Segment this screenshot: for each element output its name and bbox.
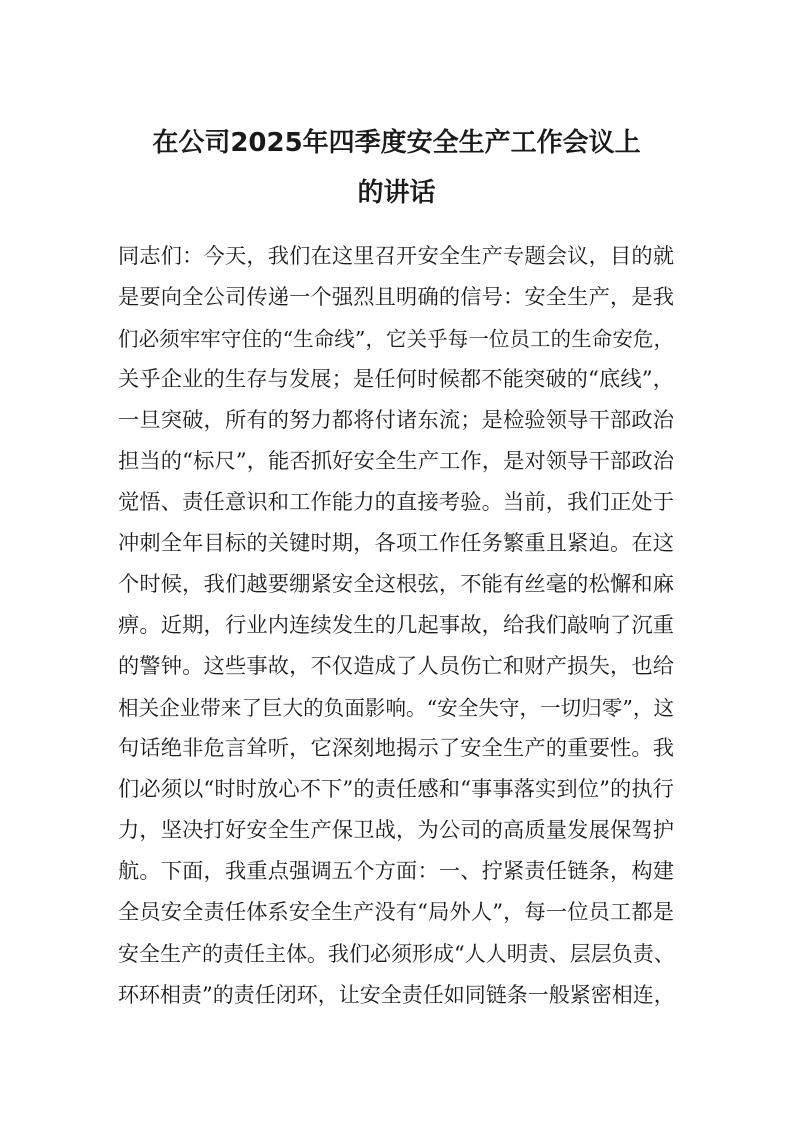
body-text-line: 全员安全责任体系安全生产没有“局外人”，每一位员工都是 (118, 900, 674, 925)
body-text-line: 痹。近期，行业内连续发生的几起事故，给我们敲响了沉重 (118, 613, 674, 638)
document-title-line-2: 的讲话 (357, 178, 436, 208)
body-text-line: 力，坚决打好安全生产保卫战，为公司的高质量发展保驾护 (118, 818, 674, 843)
body-text-line: 的警钟。这些事故，不仅造成了人员伤亡和财产损失，也给 (118, 654, 674, 679)
body-text-line: 关乎企业的生存与发展；是任何时候都不能突破的“底线”， (118, 367, 674, 392)
body-text-line: 句话绝非危言耸听，它深刻地揭示了安全生产的重要性。我 (118, 736, 674, 761)
body-text-line: 个时候，我们越要绷紧安全这根弦，不能有丝毫的松懈和麻 (118, 572, 674, 597)
document-title-line-1: 在公司2025年四季度安全生产工作会议上 (152, 128, 641, 158)
body-text-line: 安全生产的责任主体。我们必须形成“人人明责、层层负责、 (118, 942, 675, 966)
body-text-line: 冲刺全年目标的关键时期，各项工作任务繁重且紧迫。在这 (118, 531, 674, 556)
body-text-line: 航。下面，我重点强调五个方面：一、拧紧责任链条，构建 (118, 859, 674, 884)
body-text-line: 相关企业带来了巨大的负面影响。“安全失守，一切归零”，这 (118, 696, 674, 720)
body-text-line: 们必须以“时时放心不下”的责任感和“事事落实到位”的执行 (118, 777, 674, 802)
body-text-line: 是要向全公司传递一个强烈且明确的信号：安全生产，是我 (118, 285, 674, 310)
body-text-line: 担当的“标尺”，能否抓好安全生产工作，是对领导干部政治 (118, 449, 674, 474)
body-text-line: 们必须牢牢守住的“生命线”，它关乎每一位员工的生命安危， (118, 327, 674, 351)
body-text-line: 环环相责”的责任闭环，让安全责任如同链条一般紧密相连， (118, 983, 675, 1007)
body-text-line: 同志们：今天，我们在这里召开安全生产专题会议，目的就 (118, 244, 674, 269)
body-text-line: 觉悟、责任意识和工作能力的直接考验。当前，我们正处于 (118, 490, 674, 515)
body-text-line: 一旦突破，所有的努力都将付诸东流；是检验领导干部政治 (118, 408, 674, 433)
